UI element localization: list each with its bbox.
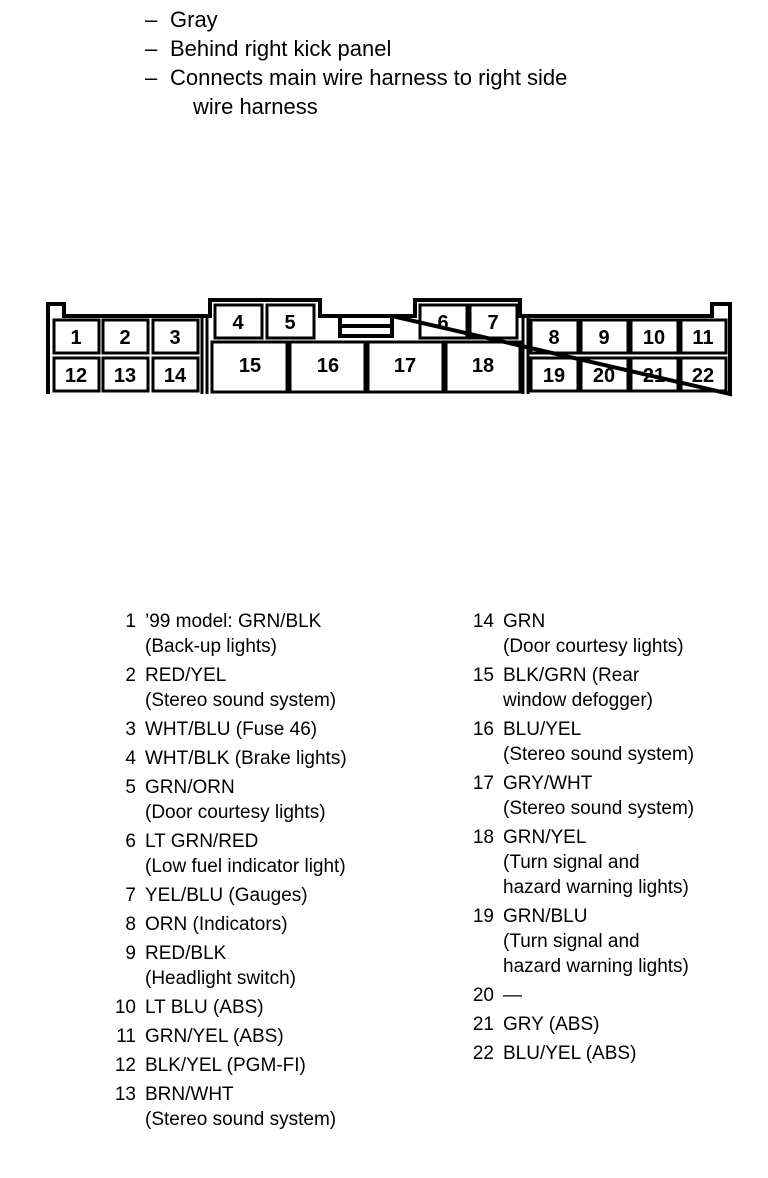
- pin-label-13: 13: [113, 365, 137, 387]
- pin-label-5: 5: [284, 312, 296, 334]
- list-item: 17 GRY/WHT (Stereo sound system): [472, 773, 695, 819]
- list-item: 14 GRN (Door courtesy lights): [472, 611, 684, 657]
- pin-label-12: 12: [64, 365, 88, 387]
- pin-label-19: 19: [542, 365, 566, 387]
- list-item: 10 LT BLU (ABS): [114, 997, 264, 1018]
- list-item: 22 BLU/YEL (ABS): [472, 1043, 637, 1064]
- list-item: 7 YEL/BLU (Gauges): [125, 885, 308, 906]
- list-item: 21 GRY (ABS): [472, 1014, 600, 1035]
- pin-label-15: 15: [238, 355, 262, 377]
- pin-label-3: 3: [169, 327, 181, 349]
- pin-label-8: 8: [548, 327, 560, 349]
- list-item: 1 ’99 model: GRN/BLK (Back-up lights): [125, 611, 322, 657]
- note-location: – Behind right kick panel: [145, 36, 392, 61]
- list-item: 18 GRN/YEL (Turn signal and hazard warning lights): [472, 827, 689, 898]
- list-item: 9 RED/BLK (Headlight switch): [125, 943, 296, 989]
- pin-label-9: 9: [598, 327, 610, 349]
- list-item: 4 WHT/BLK (Brake lights): [125, 748, 347, 769]
- list-item: 3 WHT/BLU (Fuse 46): [125, 719, 318, 740]
- list-item: 19 GRN/BLU (Turn signal and hazard warning lights): [472, 906, 689, 977]
- note-function: – Connects main wire harness to right side wire harness: [145, 65, 568, 119]
- connector-notes: [145, 5, 567, 121]
- list-item: 15 BLK/GRN (Rear window defogger): [472, 665, 653, 711]
- list-item: 11 GRN/YEL (ABS): [116, 1026, 284, 1047]
- pin-label-6: 6: [437, 312, 449, 334]
- pin-label-1: 1: [70, 327, 82, 349]
- list-item: 12 BLK/YEL (PGM-FI): [114, 1055, 306, 1076]
- list-item: 13 BRN/WHT (Stereo sound system): [114, 1084, 337, 1130]
- list-item: 8 ORN (Indicators): [125, 914, 288, 935]
- pin-list-left: [112, 609, 412, 1136]
- pin-label-17: 17: [393, 355, 417, 377]
- pin-label-21: 21: [642, 365, 666, 387]
- pin-list-right: [470, 609, 760, 1070]
- list-item: 20 —: [472, 985, 522, 1006]
- pin-label-22: 22: [691, 365, 715, 387]
- pin-label-4: 4: [232, 312, 244, 334]
- list-item: 2 RED/YEL (Stereo sound system): [125, 665, 337, 711]
- list-item: 16 BLU/YEL (Stereo sound system): [472, 719, 695, 765]
- note-color: – Gray: [145, 7, 218, 32]
- pin-label-2: 2: [119, 327, 131, 349]
- pin-label-14: 14: [163, 365, 187, 387]
- list-item: 5 GRN/ORN (Door courtesy lights): [125, 777, 326, 823]
- pin-label-11: 11: [692, 327, 714, 349]
- pin-label-20: 20: [592, 365, 616, 387]
- list-item: 6 LT GRN/RED (Low fuel indicator light): [125, 831, 346, 877]
- pin-label-18: 18: [471, 355, 495, 377]
- pin-label-7: 7: [487, 312, 499, 334]
- pin-label-10: 10: [642, 327, 666, 349]
- pin-label-16: 16: [316, 355, 340, 377]
- connector-diagram: [40, 292, 740, 402]
